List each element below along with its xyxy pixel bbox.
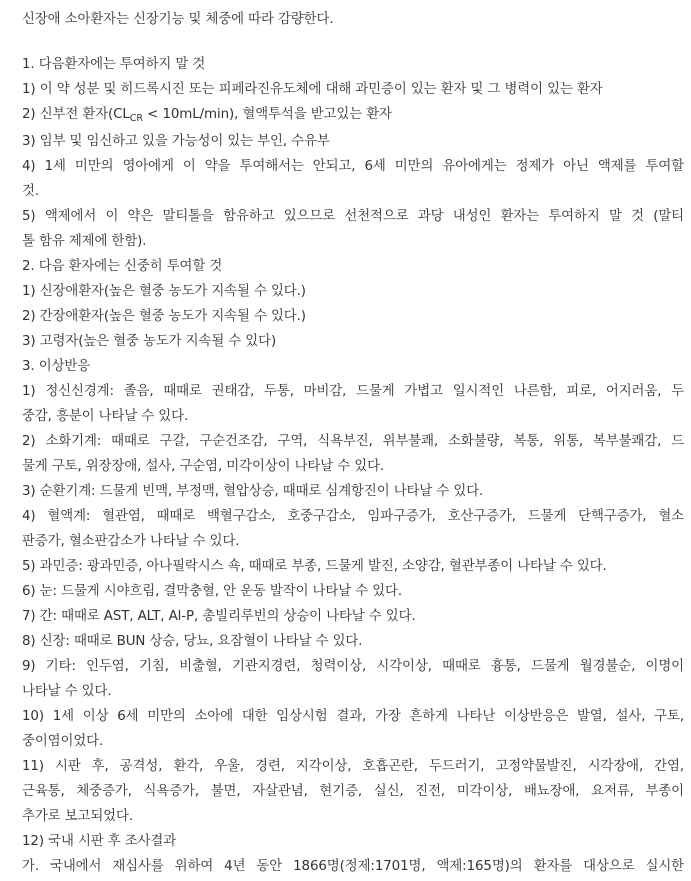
- section-2-item-3: 3) 고령자(높은 혈중 농도가 지속될 수 있다): [22, 334, 277, 349]
- section-1-heading: 1. 다음환자에는 투여하지 말 것: [22, 57, 206, 72]
- section-3-item-5: 5) 과민증: 광과민증, 아나필락시스 쇽, 때때로 부종, 드물게 발진, 소양감, 혈관부종이 나타날 수 있다.: [22, 559, 607, 574]
- section-3-item-1-line-2: 중감, 흥분이 나타날 수 있다.: [22, 409, 189, 424]
- section-3-item-7: 7) 간: 때때로 AST, ALT, Al-P, 총빌리루빈의 상승이 나타날 수 있다.: [22, 609, 416, 624]
- section-3-item-9-line-1: 9) 기타: 인두염, 기침, 비출혈, 기관지경련, 청력이상, 시각이상, 때때로 흉통, 드물게 월경불순, 이명이: [22, 659, 684, 674]
- section-1-item-1: 1) 이 약 성분 및 히드록시진 또는 피페라진유도체에 대해 과민증이 있는 환자 및 그 병력이 있는 환자: [22, 82, 603, 97]
- section-1-item-2-post: < 10mL/min), 혈액투석을 받고있는 환자: [143, 107, 392, 122]
- section-3-item-3: 3) 순환기계: 드물게 빈맥, 부정맥, 혈압상승, 때때로 심계항진이 나타날 수 있다.: [22, 484, 484, 499]
- section-1-item-3: 3) 임부 및 임신하고 있을 가능성이 있는 부인, 수유부: [22, 134, 330, 149]
- section-3-item-4-line-2: 판증가, 혈소판감소가 나타날 수 있다.: [22, 534, 240, 549]
- section-2-item-1: 1) 신장애환자(높은 혈중 농도가 지속될 수 있다.): [22, 284, 306, 299]
- section-3-item-9-line-2: 나타날 수 있다.: [22, 684, 112, 699]
- section-3-item-1-line-1: 1) 정신신경계: 졸음, 때때로 권태감, 두통, 마비감, 드물게 가볍고 일시적인 나른함, 피로, 어지러움, 두: [22, 384, 684, 399]
- section-3-item-6: 6) 눈: 드물게 시야흐림, 결막충혈, 안 운동 발작이 나타날 수 있다.: [22, 584, 403, 599]
- section-3-item-2-line-2: 물게 구토, 위장장애, 설사, 구순염, 미각이상이 나타날 수 있다.: [22, 459, 385, 474]
- section-3-item-12: 12) 국내 시판 후 조사결과: [22, 834, 177, 849]
- section-3-item-11-line-1: 11) 시판 후, 공격성, 환각, 우울, 경련, 지각이상, 호흡곤란, 두드러기, 고정약물발진, 시각장애, 간염,: [22, 759, 684, 774]
- section-3-item-11-line-2: 근육통, 체중증가, 식욕증가, 불면, 자살관념, 현기증, 실신, 진전, 미각이상, 배뇨장애, 요저류, 부종이: [22, 784, 684, 799]
- section-2-heading: 2. 다음 환자에는 신중히 투여할 것: [22, 259, 223, 274]
- section-1-item-2: [22, 102, 684, 127]
- section-3-item-2-line-1: 2) 소화기계: 때때로 구갈, 구순건조감, 구역, 식욕부진, 위부불쾌, 소화불량, 복통, 위통, 복부불쾌감, 드: [22, 434, 684, 449]
- section-1-item-2-pre: 2) 신부전 환자(CL: [22, 107, 130, 122]
- section-1-item-4-line-1: 4) 1세 미만의 영아에게 이 약을 투여해서는 안되고, 6세 미만의 유아에게는 정제가 아닌 액제를 투여할: [22, 159, 684, 174]
- section-3-item-11-line-3: 추가로 보고되었다.: [22, 809, 133, 824]
- section-3-item-12-ga: 가. 국내에서 재심사를 위하여 4년 동안 1866명(정제:1701명, 액제:165명)의 환자를 대상으로 실시한: [22, 859, 684, 874]
- section-3-item-8: 8) 신장: 때때로 BUN 상승, 당뇨, 요잠혈이 나타날 수 있다.: [22, 634, 363, 649]
- section-1-item-2-subscript: CR: [129, 113, 144, 124]
- section-3-heading: 3. 이상반응: [22, 359, 91, 374]
- intro-text: 신장애 소아환자는 신장기능 및 체중에 따라 감량한다.: [22, 12, 334, 27]
- section-1-item-4-line-2: 것.: [22, 184, 39, 199]
- section-2-item-2: 2) 간장애환자(높은 혈중 농도가 지속될 수 있다.): [22, 309, 306, 324]
- section-3-item-10-line-2: 중이염이었다.: [22, 734, 104, 749]
- section-1-item-5-line-1: 5) 액제에서 이 약은 말티톨을 함유하고 있으므로 선천적으로 과당 내성인 환자는 투여하지 말 것 (말티: [22, 209, 684, 224]
- drug-information-document: [22, 7, 684, 879]
- section-1-item-5-line-2: 톨 함유 제제에 한함).: [22, 234, 147, 249]
- section-3-item-4-line-1: 4) 혈액계: 혈관염, 때때로 백혈구감소, 호중구감소, 임파구증가, 호산구증가, 드물게 단핵구증가, 혈소: [22, 509, 684, 524]
- section-3-item-10-line-1: 10) 1세 이상 6세 미만의 소아에 대한 임상시험 결과, 가장 흔하게 나타난 이상반응은 발열, 설사, 구토,: [22, 709, 684, 724]
